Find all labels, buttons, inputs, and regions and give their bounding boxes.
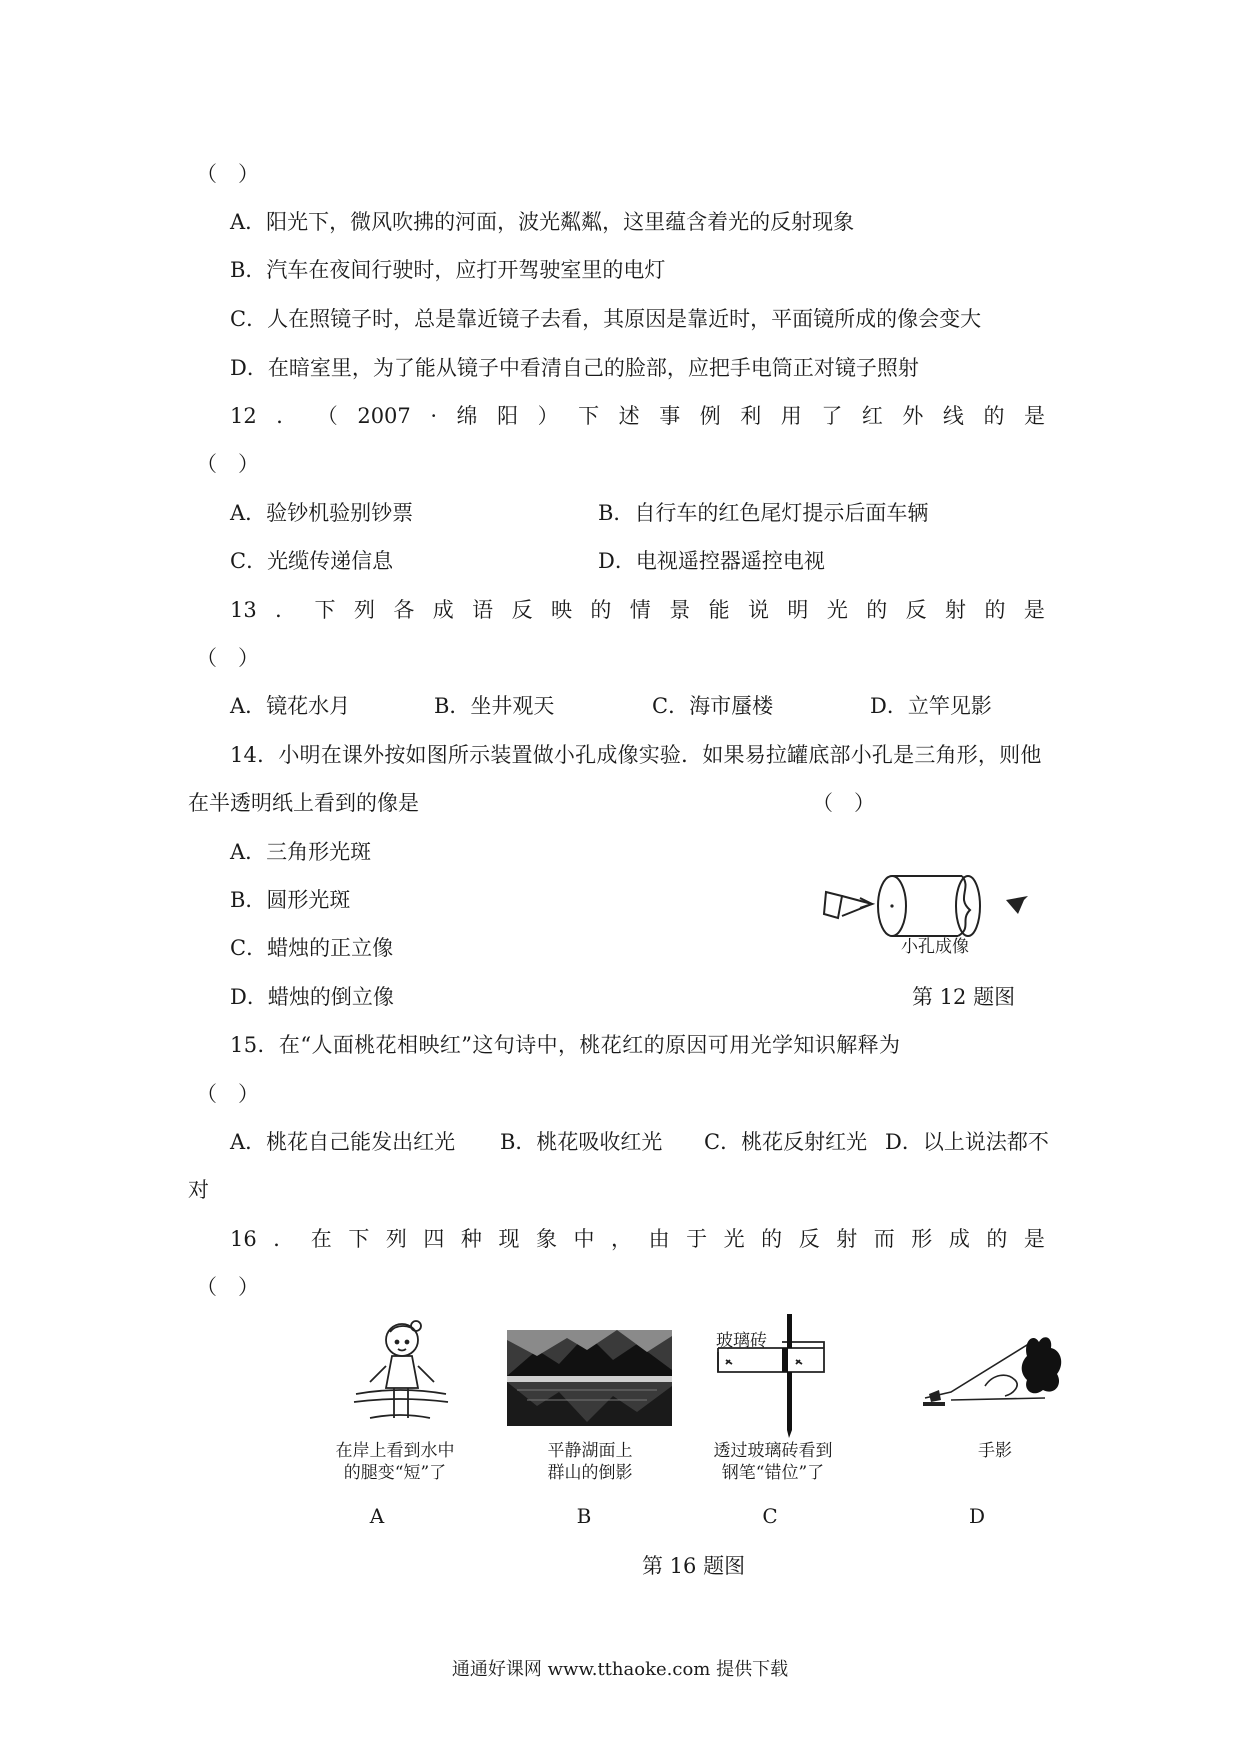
q12-stem-token: 阳 <box>497 404 519 428</box>
q13-answer-paren: （ ） <box>196 646 259 670</box>
q16-stem-token: 是 <box>1023 1227 1045 1251</box>
q13-stem-token: 下 <box>314 598 336 622</box>
pinhole-figure-caption: 小孔成像 <box>901 937 969 957</box>
q15-option-c: C．桃花反射红光 <box>704 1130 868 1154</box>
q16-stem-token: 成 <box>948 1227 970 1251</box>
figure-b-letter: B <box>576 1504 592 1528</box>
q12-stem <box>230 402 1045 430</box>
q12-stem-token: 例 <box>699 404 721 428</box>
q16-stem-token: 种 <box>460 1227 482 1251</box>
figure-c-glass-brick <box>712 1312 832 1442</box>
q13-stem-token: 景 <box>669 598 691 622</box>
q16-stem-token: 反 <box>798 1227 820 1251</box>
q12-stem-token: 是 <box>1023 404 1045 428</box>
q16-stem-token: ． <box>273 1227 295 1251</box>
figure-a-caption-line2: 的腿变“短”了 <box>343 1463 447 1483</box>
q13-stem-token: 成 <box>432 598 454 622</box>
q13-stem-token: 的 <box>866 598 888 622</box>
q11-option-b: B．汽车在夜间行驶时，应打开驾驶室里的电灯 <box>230 258 666 282</box>
q16-answer-paren: （ ） <box>196 1275 259 1299</box>
q13-stem-token: 语 <box>472 598 494 622</box>
q16-stem-token: 象 <box>535 1227 557 1251</box>
candle-flame-icon <box>824 892 842 918</box>
q13-stem-token: 列 <box>353 598 375 622</box>
q16-stem <box>230 1225 1045 1253</box>
q14-option-a: A．三角形光斑 <box>230 840 372 864</box>
q12-stem-token: 绵 <box>456 404 478 428</box>
q16-figure-label: 第 16 题图 <box>642 1554 746 1578</box>
figure-d-hand-shadow <box>915 1328 1070 1414</box>
q12-answer-paren: （ ） <box>196 452 259 476</box>
q12-stem-token: 用 <box>780 404 802 428</box>
q15-option-d-overflow: 对 <box>188 1178 209 1202</box>
q12-option-c: C．光缆传递信息 <box>230 549 394 573</box>
q16-stem-token: 由 <box>648 1227 670 1251</box>
q13-stem-token: 13 <box>230 598 257 622</box>
q13-stem-token: 明 <box>787 598 809 622</box>
q13-stem-token: 反 <box>905 598 927 622</box>
figure-b-mountain-reflection <box>507 1330 672 1426</box>
q14-figure-label: 第 12 题图 <box>912 985 1016 1009</box>
figure-c-caption-line1: 透过玻璃砖看到 <box>713 1441 833 1461</box>
q12-stem-token: · <box>430 404 437 428</box>
q12-option-a: A．验钞机验别钞票 <box>230 501 414 525</box>
glass-brick-label: 玻璃砖 <box>716 1331 767 1351</box>
q12-stem-token: 述 <box>618 404 640 428</box>
figure-a-leg-in-water <box>350 1318 450 1433</box>
q16-stem-token: 现 <box>498 1227 520 1251</box>
q13-stem-token: 能 <box>708 598 730 622</box>
q13-option-a: A．镜花水月 <box>230 694 351 718</box>
q11-option-c: C．人在照镜子时，总是靠近镜子去看，其原因是靠近时，平面镜所成的像会变大 <box>230 307 982 331</box>
q11-answer-paren: （ ） <box>196 162 259 186</box>
q12-stem-token: 线 <box>942 404 964 428</box>
q13-stem-token: 的 <box>590 598 612 622</box>
q15-stem: 15．在“人面桃花相映红”这句诗中，桃花红的原因可用光学知识解释为 <box>230 1033 901 1057</box>
q12-stem-token: （ <box>316 404 338 428</box>
q12-stem-token: 了 <box>821 404 843 428</box>
q13-stem-token: ． <box>275 598 297 622</box>
q12-stem-token: 下 <box>578 404 600 428</box>
figure-b-caption-line2: 群山的倒影 <box>547 1463 633 1483</box>
q16-stem-token: 16 <box>230 1227 257 1251</box>
inverted-image-icon <box>1006 896 1028 914</box>
figure-a-caption-line1: 在岸上看到水中 <box>335 1441 455 1461</box>
q12-stem-token: 利 <box>740 404 762 428</box>
q16-stem-token: 在 <box>310 1227 332 1251</box>
q12-stem-token: 12 <box>230 404 257 428</box>
figure-d-caption: 手影 <box>978 1441 1012 1461</box>
figure-a-letter: A <box>369 1504 385 1528</box>
q13-stem-token: 是 <box>1023 598 1045 622</box>
figure-d-letter: D <box>968 1504 986 1528</box>
q14-answer-paren: （ ） <box>812 791 875 815</box>
q13-stem-token: 射 <box>945 598 967 622</box>
q13-stem <box>230 596 1045 624</box>
q16-stem-token: 形 <box>911 1227 933 1251</box>
q12-option-b: B．自行车的红色尾灯提示后面车辆 <box>598 501 929 525</box>
q13-stem-token: 光 <box>826 598 848 622</box>
q16-stem-token: 的 <box>986 1227 1008 1251</box>
q14-option-d: D．蜡烛的倒立像 <box>230 985 394 1009</box>
q15-option-a: A．桃花自己能发出红光 <box>230 1130 456 1154</box>
q12-stem-token: ． <box>276 404 298 428</box>
q13-option-c: C．海市蜃楼 <box>652 694 774 718</box>
q16-stem-token: 光 <box>723 1227 745 1251</box>
q14-option-b: B．圆形光斑 <box>230 888 351 912</box>
q15-answer-paren: （ ） <box>196 1082 259 1106</box>
q16-stem-token: 四 <box>423 1227 445 1251</box>
q16-stem-token: 于 <box>686 1227 708 1251</box>
q13-option-b: B．坐井观天 <box>434 694 555 718</box>
q15-option-b: B．桃花吸收红光 <box>500 1130 663 1154</box>
q12-stem-token: ） <box>537 404 559 428</box>
q12-option-d: D．电视遥控器遥控电视 <box>598 549 825 573</box>
q14-option-c: C．蜡烛的正立像 <box>230 936 394 960</box>
q16-stem-token: 列 <box>385 1227 407 1251</box>
q16-stem-token: 的 <box>761 1227 783 1251</box>
q12-stem-token: 外 <box>902 404 924 428</box>
q16-stem-token: 而 <box>873 1227 895 1251</box>
q12-stem-token: 事 <box>659 404 681 428</box>
q12-stem-token: 红 <box>861 404 883 428</box>
q12-stem-token: 的 <box>983 404 1005 428</box>
figure-b-caption-line1: 平静湖面上 <box>547 1441 633 1461</box>
q13-stem-token: 说 <box>748 598 770 622</box>
q14-stem-line2: 在半透明纸上看到的像是 <box>188 791 419 815</box>
q13-stem-token: 映 <box>550 598 572 622</box>
q13-stem-token: 反 <box>511 598 533 622</box>
figure-c-letter: C <box>762 1504 778 1528</box>
q16-stem-token: 中 <box>573 1227 595 1251</box>
q12-stem-token: 2007 <box>357 404 411 428</box>
q13-stem-token: 情 <box>629 598 651 622</box>
q15-option-d: D．以上说法都不 <box>885 1130 1049 1154</box>
q16-stem-token: 下 <box>348 1227 370 1251</box>
q11-option-a: A．阳光下，微风吹拂的河面，波光粼粼，这里蕴含着光的反射现象 <box>230 210 855 234</box>
q16-stem-token: 射 <box>836 1227 858 1251</box>
q16-stem-token: ， <box>611 1227 633 1251</box>
figure-c-caption-line2: 钢笔“错位”了 <box>721 1463 825 1483</box>
q13-option-d: D．立竿见影 <box>870 694 992 718</box>
q14-stem-line1: 14．小明在课外按如图所示装置做小孔成像实验．如果易拉罐底部小孔是三角形，则他 <box>230 743 1042 767</box>
q11-option-d: D．在暗室里，为了能从镜子中看清自己的脸部，应把手电筒正对镜子照射 <box>230 356 919 380</box>
page-footer: 通通好课网 www.tthaoke.com 提供下载 <box>451 1659 789 1680</box>
q13-stem-token: 的 <box>984 598 1006 622</box>
q13-stem-token: 各 <box>393 598 415 622</box>
